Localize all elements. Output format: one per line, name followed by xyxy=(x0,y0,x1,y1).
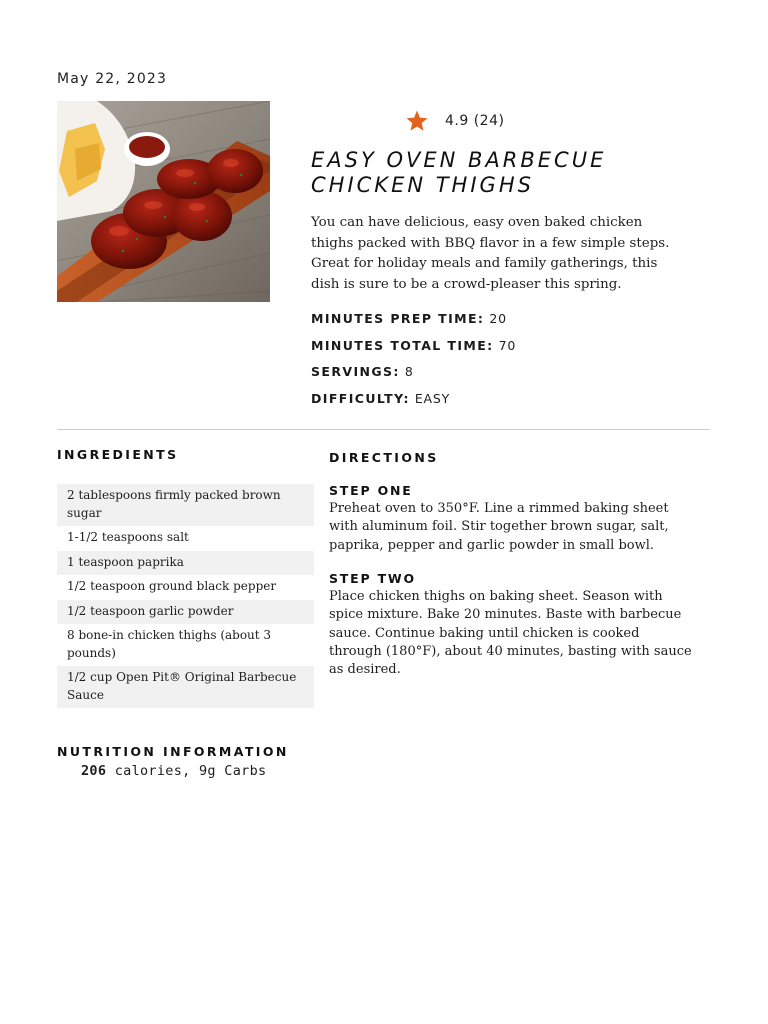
direction-step-two xyxy=(329,570,695,679)
total-time-label: MINUTES TOTAL TIME: xyxy=(311,337,494,353)
ingredients-list xyxy=(57,484,314,708)
title-line-1: EASY OVEN BARBECUE xyxy=(311,148,607,172)
nutrition-info xyxy=(81,763,266,779)
title-line-2: CHICKEN THIGHS xyxy=(311,173,534,197)
rating xyxy=(405,109,504,133)
recipe-meta xyxy=(311,310,516,416)
step-label: STEP ONE xyxy=(329,483,413,498)
rating-value: 4.9 xyxy=(445,113,469,129)
servings xyxy=(311,363,516,390)
recipe-description: You can have delicious, easy oven baked chicken thighs packed with BBQ flavor in a few simple steps. Great for holiday meals and family gatherings, this dish is sure to be a crowd-pleaser this spring. xyxy=(311,215,670,292)
directions-heading: DIRECTIONS xyxy=(329,450,439,465)
ingredient-item: 1/2 cup Open Pit® Original Barbecue Sauce xyxy=(57,666,314,708)
total-time-value: 70 xyxy=(498,337,517,353)
prep-time-value: 20 xyxy=(489,311,507,326)
ingredient-item: 1/2 teaspoon garlic powder xyxy=(57,600,314,625)
difficulty xyxy=(311,390,516,417)
difficulty-label: DIFFICULTY: xyxy=(311,390,410,406)
ingredient-item: 1/2 teaspoon ground black pepper xyxy=(67,579,277,593)
ingredient-item: 8 bone-in chicken thighs (about 3 pounds) xyxy=(67,628,272,660)
ingredient-item: 1-1/2 teaspoons salt xyxy=(67,530,189,544)
rating-text xyxy=(445,113,504,129)
rating-count: (24) xyxy=(473,113,505,129)
recipe-photo xyxy=(57,101,270,302)
nutrition-details: calories, 9g Carbs xyxy=(106,763,267,779)
nutrition-heading: NUTRITION INFORMATION xyxy=(57,744,289,759)
prep-time-label: MINUTES PREP TIME: xyxy=(311,311,485,326)
ingredients-heading: INGREDIENTS xyxy=(57,447,179,462)
recipe-title xyxy=(311,148,641,198)
direction-step-one xyxy=(329,482,695,555)
ingredient-item: 2 tablespoons firmly packed brown sugar xyxy=(57,484,314,526)
servings-value: 8 xyxy=(404,364,414,379)
step-text: Preheat oven to 350°F. Line a rimmed baking sheet with aluminum foil. Stir together brown sugar, salt, paprika, pepper and garlic powder in small bowl. xyxy=(329,501,669,553)
section-divider xyxy=(57,429,710,430)
ingredient-item: 1 teaspoon paprika xyxy=(57,551,314,576)
calories-value: 206 xyxy=(81,763,107,779)
difficulty-value: EASY xyxy=(414,390,451,406)
servings-label: SERVINGS: xyxy=(311,364,400,379)
total-time xyxy=(311,337,516,364)
step-label: STEP TWO xyxy=(329,571,416,586)
prep-time xyxy=(311,310,516,337)
star-icon xyxy=(405,109,429,133)
recipe-date: May 22, 2023 xyxy=(57,71,168,87)
step-text: Place chicken thighs on baking sheet. Season with spice mixture. Bake 20 minutes. Baste with barbecue sauce. Continue baking until chicken is cooked through (180°F), about 40 minutes, basting with sauce as desired. xyxy=(329,589,692,678)
